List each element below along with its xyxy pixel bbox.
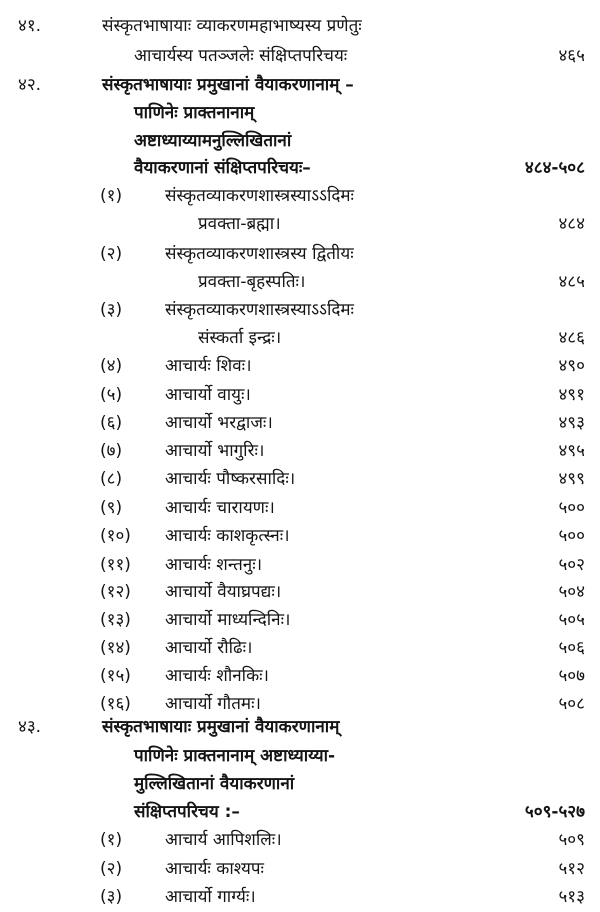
entry-title-line: आचार्य आपिशलिः। — [165, 830, 282, 850]
section-title-line: संस्कृतभाषायाः व्याकरणमहाभाष्यस्य प्रणेतुः — [102, 16, 362, 36]
page-number: ४९९ — [558, 469, 585, 489]
section-title-line: अष्टाध्याय्यामनुल्लिखितानां — [134, 131, 292, 151]
entry-number: (१०) — [100, 526, 131, 546]
page-number: ५०० — [558, 498, 585, 518]
entry-number: (१३) — [100, 610, 131, 630]
section-title-line: संस्कृतभाषायाः प्रमुखानां वैयाकरणानाम् – — [102, 75, 354, 95]
entry-number: (१५) — [100, 666, 131, 686]
page-number: ५०९ — [558, 830, 585, 850]
section-title-line: आचार्यस्य पतञ्जलेः संक्षिप्तपरिचयः — [134, 46, 348, 66]
section-number: ४१. — [18, 16, 42, 36]
entry-number: (८) — [100, 469, 123, 489]
section-title-line: वैयाकरणानां संक्षिप्तपरिचयः– — [134, 158, 311, 178]
page-number: ४९१ — [558, 385, 585, 405]
entry-number: (१४) — [100, 638, 131, 658]
page-number: ५०५ — [558, 610, 585, 630]
entry-title-line: आचार्यो रौढिः। — [165, 638, 253, 658]
entry-number: (९) — [100, 498, 123, 518]
entry-title-line: आचार्यः काशकृत्स्नः। — [165, 526, 290, 546]
entry-title-line: आचार्यः पौष्करसादिः। — [165, 469, 296, 489]
entry-number: (२) — [100, 859, 123, 879]
section-title-line: संक्षिप्तपरिचय :– — [134, 802, 240, 822]
entry-number: (१६) — [100, 694, 131, 714]
page-number: ४९३ — [558, 413, 585, 433]
entry-title-line: आचार्यो भागुरिः। — [165, 441, 265, 461]
entry-number: (१) — [100, 830, 123, 850]
entry-title-line: आचार्यः चारायणः। — [165, 498, 275, 518]
page-number: ४८४ — [558, 214, 585, 234]
page-number: ५१२ — [558, 859, 585, 879]
section-title-line: पाणिनेः प्राक्तनानाम् अष्टाध्याय्या- — [134, 746, 336, 766]
entry-title-line: संस्कृतव्याकरणशास्त्रस्य द्वितीयः — [165, 244, 354, 264]
page-range: ५०९-५२७ — [524, 802, 585, 822]
section-title-line: पाणिनेः प्राक्तनानाम् — [134, 103, 255, 123]
entry-title-line: संस्कृतव्याकरणशास्त्रस्याऽऽदिमः — [165, 300, 354, 320]
page-number: ५०७ — [558, 666, 585, 686]
entry-title-line: आचार्यो माध्यन्दिनिः। — [165, 610, 291, 630]
entry-title-line: आचार्यः शिवः। — [165, 356, 252, 376]
entry-title-line: प्रवक्ता-बृहस्पतिः। — [198, 272, 306, 292]
entry-number: (३) — [100, 300, 123, 320]
entry-number: (३) — [100, 887, 123, 907]
entry-title-line: आचार्यः शौनकिः। — [165, 666, 270, 686]
entry-number: (६) — [100, 413, 123, 433]
page-range: ४८४-५०८ — [524, 158, 585, 178]
entry-title-line: आचार्यो भरद्वाजः। — [165, 413, 273, 433]
entry-number: (१२) — [100, 582, 131, 602]
page-number: ५०२ — [558, 555, 585, 575]
page-number: ५०६ — [558, 638, 585, 658]
page-number: ५०० — [558, 526, 585, 546]
section-number: ४२. — [18, 75, 42, 95]
entry-title-line: आचार्यः शन्तनुः। — [165, 555, 263, 575]
entry-title-line: संस्कर्ता इन्द्रः। — [198, 328, 282, 348]
page-number: ४६५ — [558, 46, 585, 66]
entry-number: (५) — [100, 385, 123, 405]
page-number: ४८५ — [558, 272, 585, 292]
entry-title-line: आचार्यः काश्यपः — [165, 859, 264, 879]
entry-number: (२) — [100, 244, 123, 264]
section-number: ४३. — [18, 717, 42, 737]
section-title-line: संस्कृतभाषायाः प्रमुखानां वैयाकरणानाम् — [102, 717, 340, 737]
entry-title-line: प्रवक्ता-ब्रह्मा। — [198, 214, 281, 234]
page-number: ५०४ — [558, 582, 585, 602]
entry-number: (११) — [100, 555, 131, 575]
page-number: ४९० — [558, 356, 585, 376]
entry-number: (१) — [100, 186, 123, 206]
page-number: ५०८ — [558, 694, 585, 714]
entry-title-line: आचार्यो गार्ग्यः। — [165, 887, 256, 907]
page-number: ४८६ — [558, 328, 585, 348]
entry-number: (७) — [100, 441, 123, 461]
page-number: ४९५ — [558, 441, 585, 461]
entry-title-line: आचार्यो गौतमः। — [165, 694, 261, 714]
entry-title-line: आचार्यो वैयाघ्रपद्यः। — [165, 582, 282, 602]
entry-number: (४) — [100, 356, 123, 376]
page-number: ५१३ — [558, 887, 585, 907]
entry-title-line: संस्कृतव्याकरणशास्त्रस्याऽऽदिमः — [165, 186, 354, 206]
entry-title-line: आचार्यो वायुः। — [165, 385, 251, 405]
section-title-line: मुल्लिखितानां वैयाकरणानां — [134, 774, 295, 794]
